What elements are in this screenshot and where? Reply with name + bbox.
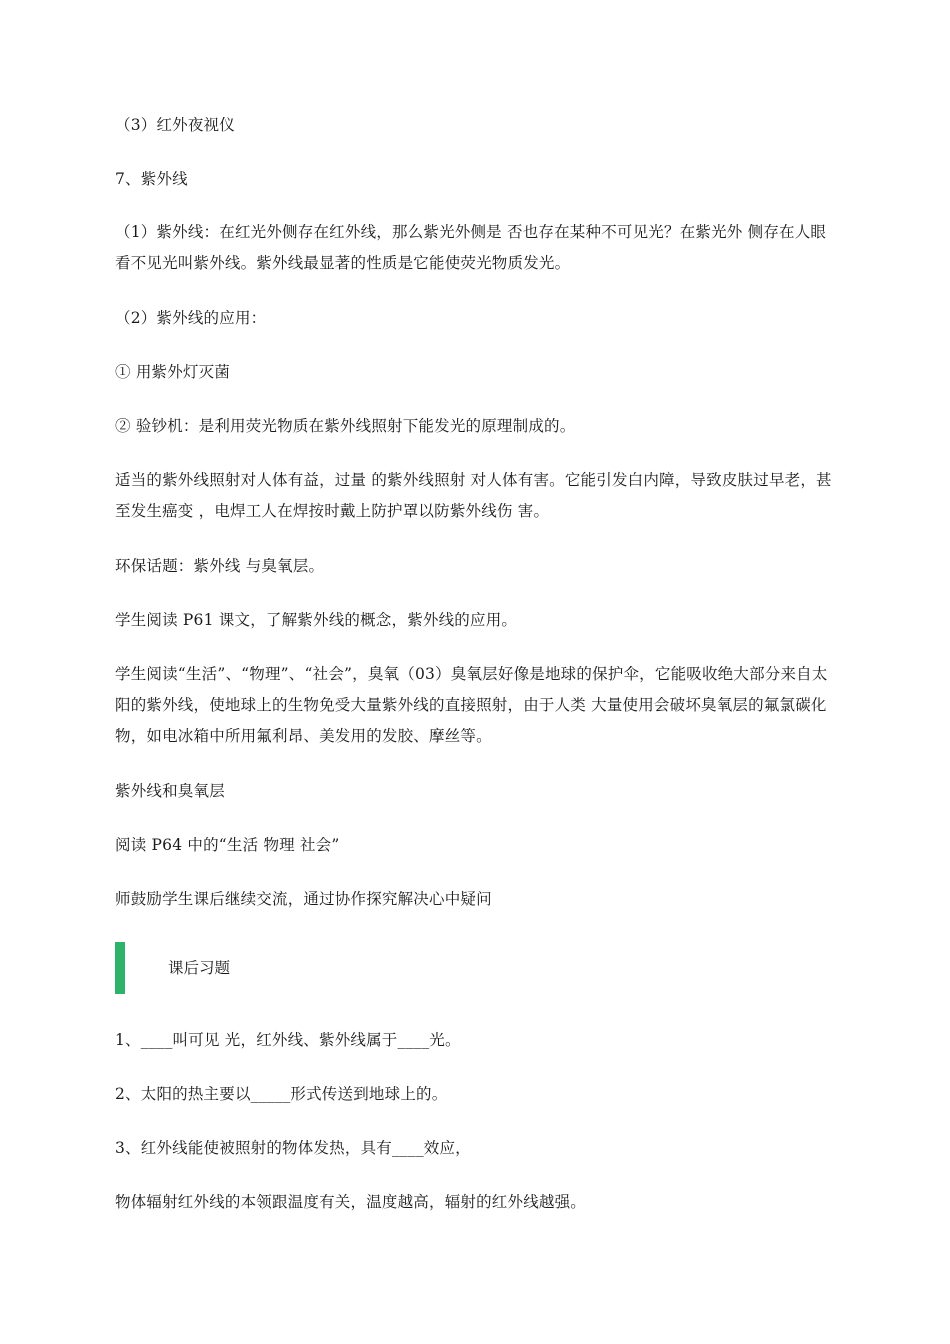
list-item-uv-lamp: ① 用紫外灯灭菌 bbox=[115, 363, 231, 381]
paragraph-reading-p61: 学生阅读 P61 课文，了解紫外线的概念，紫外线的应用。 bbox=[115, 611, 518, 629]
paragraph-infrared-temperature: 物体辐射红外线的本领跟温度有关，温度越高，辐射的红外线越强。 bbox=[115, 1193, 587, 1211]
paragraph-uv-ozone: 紫外线和臭氧层 bbox=[115, 782, 225, 800]
paragraph-reading-p64: 阅读 P64 中的“生活 物理 社会” bbox=[115, 836, 340, 854]
question-2: 2、太阳的热主要以_____形式传送到地球上的。 bbox=[115, 1085, 448, 1103]
paragraph-teacher-encourage: 师鼓励学生课后继续交流，通过协作探究解决心中疑问 bbox=[115, 890, 492, 908]
paragraph-uv-health: 适当的紫外线照射对人体有益，过量 的紫外线照射 对人体有害。它能引发白内障，导致皮肤过早老，甚至发生癌变 ，电焊工人在焊按时戴上防护罩以防紫外线伤 害。 bbox=[115, 471, 832, 520]
paragraph-environment-topic: 环保话题：紫外线 与臭氧层。 bbox=[115, 557, 325, 575]
heading-ultraviolet: 7、紫外线 bbox=[115, 170, 188, 188]
list-item-banknote-detector: ② 验钞机：是利用荧光物质在紫外线照射下能发光的原理制成的。 bbox=[115, 417, 576, 435]
paragraph-night-vision: （3）红外夜视仪 bbox=[115, 116, 235, 134]
section-title: 课后习题 bbox=[168, 959, 231, 977]
paragraph-uv-definition: （1）紫外线：在红光外侧存在红外线，那么紫光外侧是 否也存在某种不可见光？在紫光外 侧存在人眼看不见光叫紫外线。紫外线最显著的性质是它能使荧光物质发光。 bbox=[115, 223, 827, 272]
question-3: 3、红外线能使被照射的物体发热，具有____效应， bbox=[115, 1139, 471, 1157]
paragraph-uv-applications: （2）紫外线的应用： bbox=[115, 309, 267, 327]
section-accent-bar bbox=[115, 942, 125, 994]
paragraph-ozone: 学生阅读“生活”、“物理”、“社会”，臭氧（03）臭氧层好像是地球的保护伞，它能吸收绝大部分来自太阳的紫外线，使地球上的生物免受大量紫外线的直接照射，由于人类 大量使用会破坏臭氧层的氟氯碳化物，如电冰箱中所用氟利昂、美发用的发胶、摩丝等。 bbox=[115, 665, 828, 745]
question-1: 1、____叫可见 光，红外线、紫外线属于____光。 bbox=[115, 1031, 461, 1049]
